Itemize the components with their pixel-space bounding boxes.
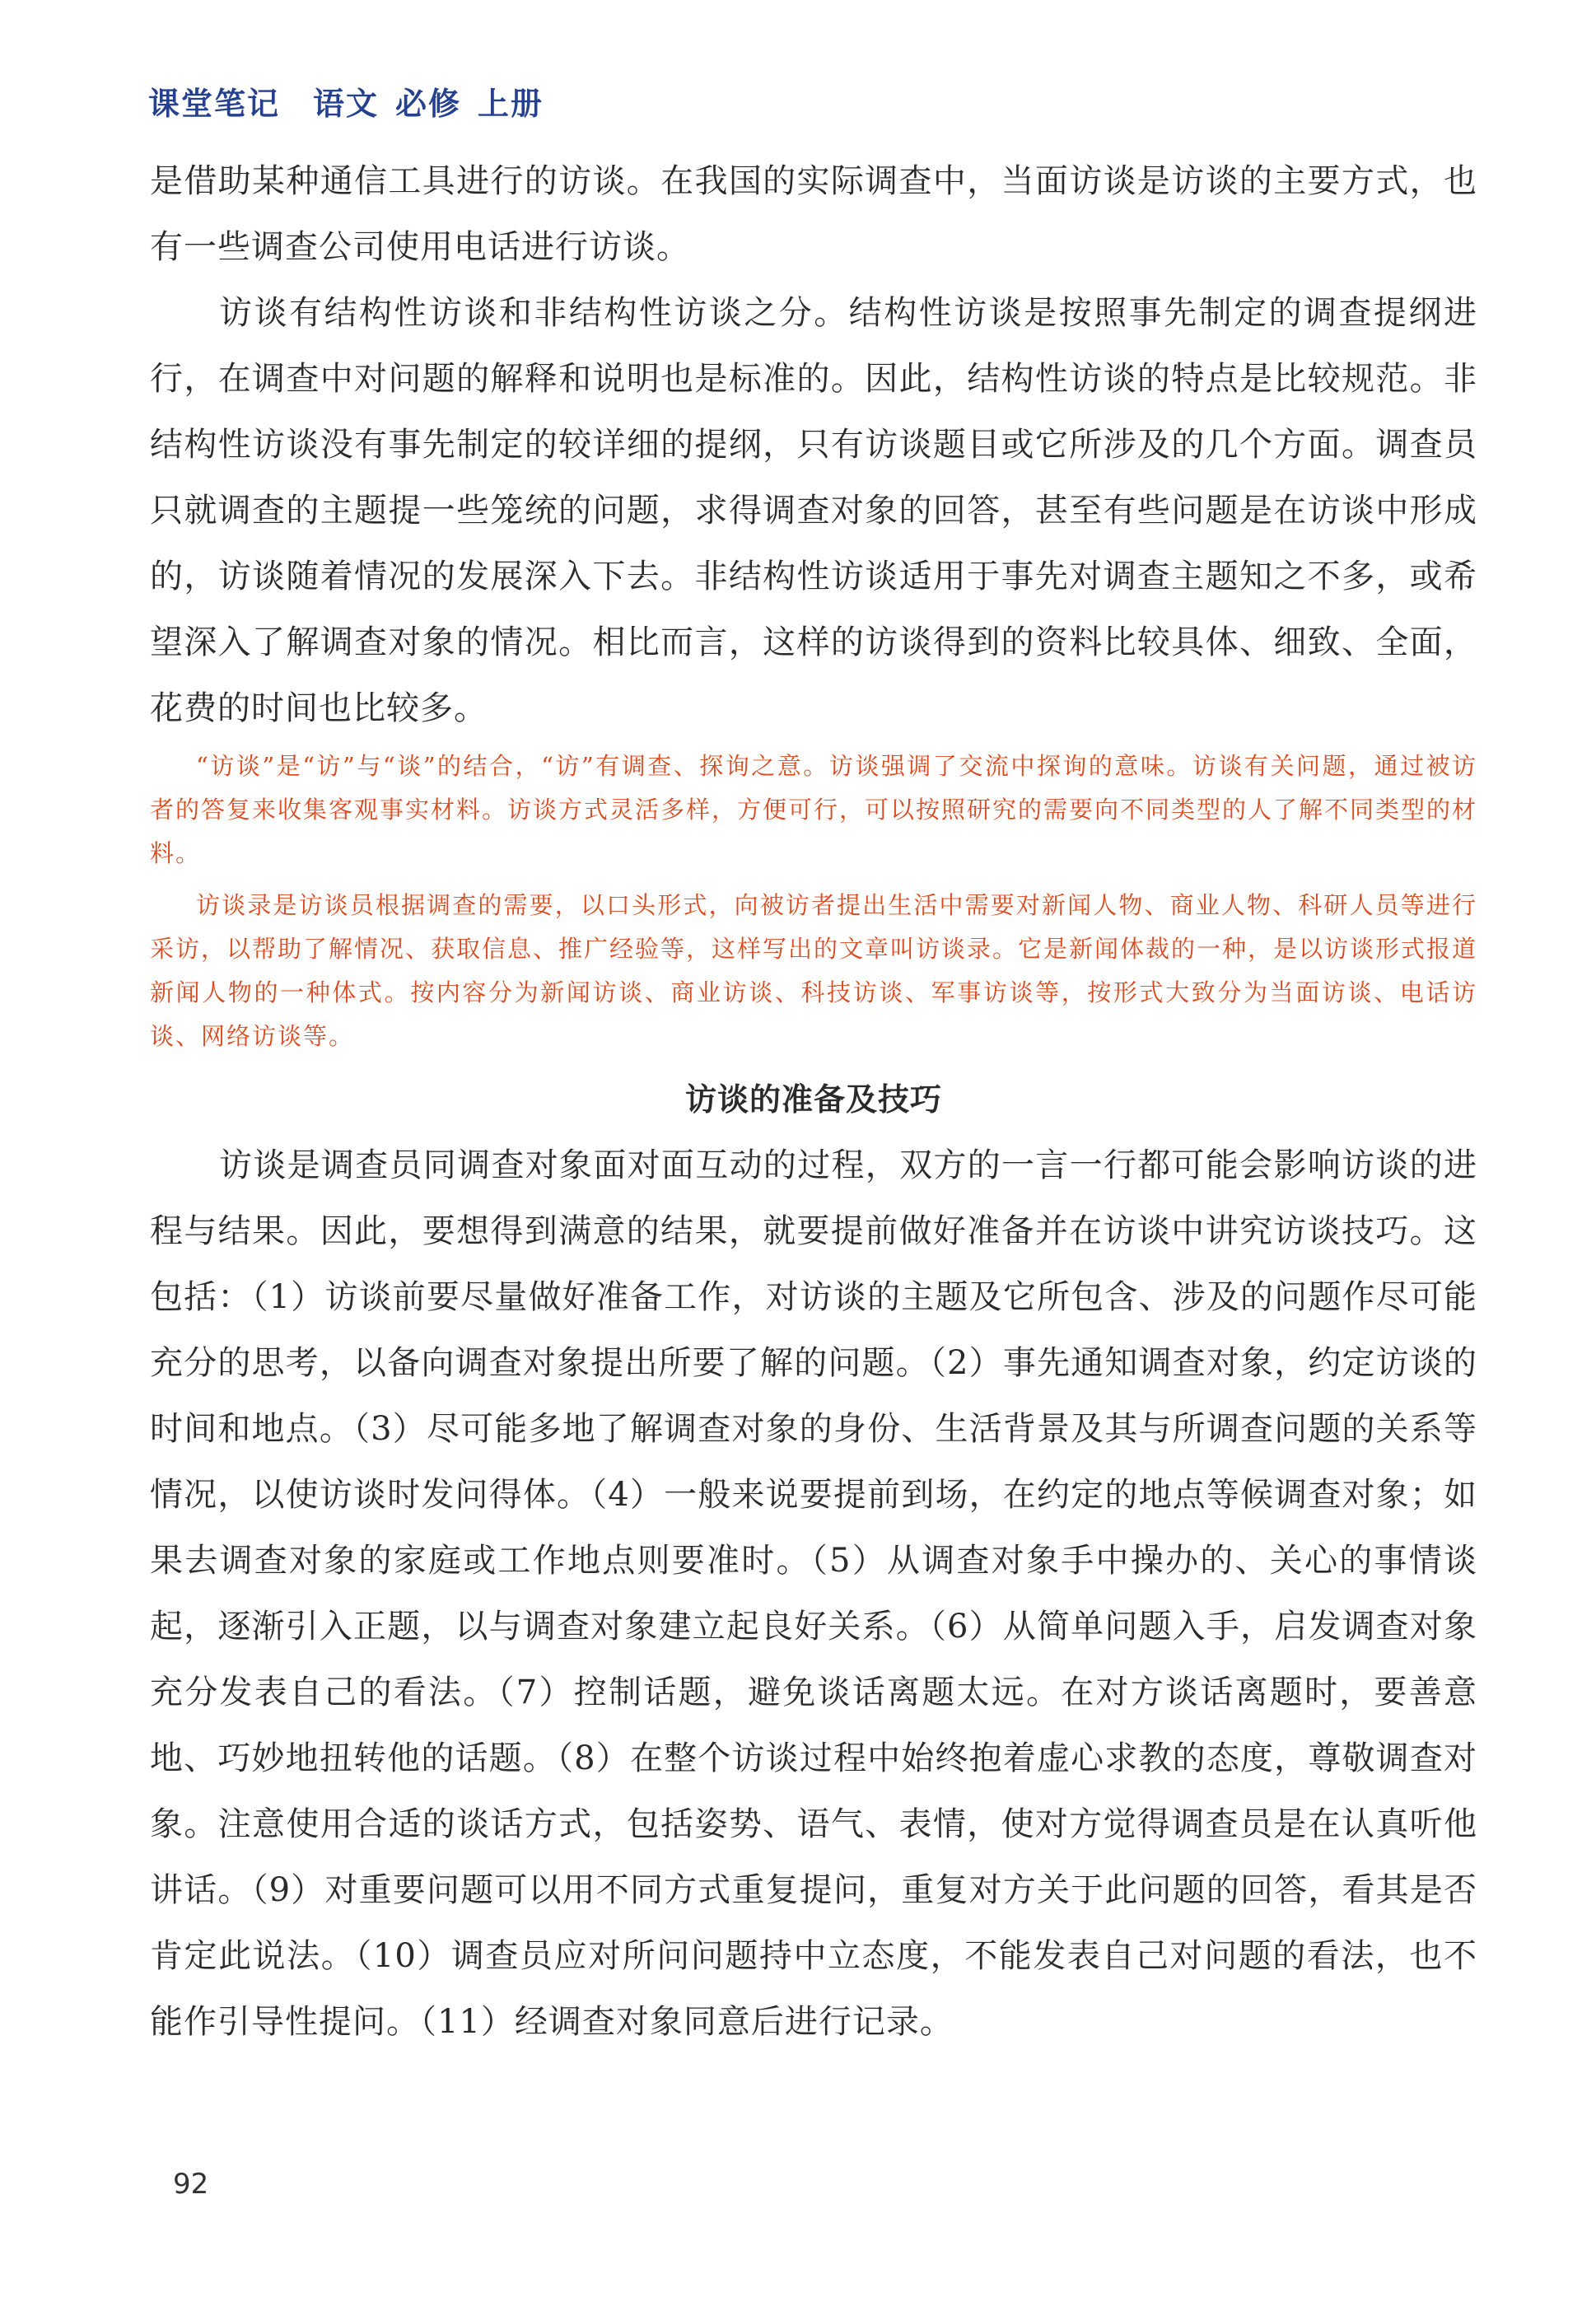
section-title: 访谈的准备及技巧 — [684, 1081, 942, 1118]
header-volume: 必修 — [395, 86, 462, 122]
annotation-interview-record: 访谈录是访谈员根据调查的需要，以口头形式，向被访者提出生活中需要对新闻人物、商业人物、科研人员等进行采访，以帮助了解情况、获取信息、推广经验等，这样写出的文章叫访谈录。它是新闻体裁的一种，是以访谈形式报道新闻人物的一种体式。按内容分为新闻访谈、商业访谈、科技访谈、军事访谈等，按形式大致分为当面访谈、电话访谈、网络访谈等。 — [150, 891, 1478, 1050]
page-number: 92 — [173, 2168, 209, 2201]
annotation-block-1 — [150, 745, 1477, 875]
header-subject: 语文 — [313, 86, 380, 122]
annotation-block-2 — [150, 884, 1477, 1058]
header-subtitle — [313, 78, 544, 124]
paragraph-interview-skills: 访谈是调查员同调查对象面对面互动的过程，双方的一言一行都可能会影响访谈的进程与结果。因此，要想得到满意的结果，就要提前做好准备并在访谈中讲究访谈技巧。这包括：（1）访谈前要尽量做好准备工作，对访谈的主题及它所包含、涉及的问题作尽可能充分的思考，以备向调查对象提出所要了解的问题。（2）事先通知调查对象，约定访谈的时间和地点。（3）尽可能多地了解调查对象的身份、生活背景及其与所调查问题的关系等情况，以使访谈时发问得体。（4）一般来说要提前到场，在约定的地点等候调查对象；如果去调查对象的家庭或工作地点则要准时。（5）从调查对象手中操办的、关心的事情谈起，逐渐引入正题，以与调查对象建立起良好关系。（6）从简单问题入手，启发调查对象充分发表自己的看法。（7）控制话题，避免谈话离题太远。在对方谈话离题时，要善意地、巧妙地扭转他的话题。（8）在整个访谈过程中始终抱着虚心求教的态度，尊敬调查对象。注意使用合适的谈话方式，包括姿势、语气、表情，使对方觉得调查员是在认真听他讲话。（9）对重要问题可以用不同方式重复提问，重复对方关于此问题的回答，看其是否肯定此说法。（10）调查员应对所问问题持中立态度，不能发表自己对问题的看法，也不能作引导性提问。（11）经调查对象同意后进行记录。 — [150, 1146, 1477, 2041]
page-content — [150, 148, 1477, 2055]
running-header — [148, 78, 544, 124]
header-book: 上册 — [478, 86, 544, 122]
header-series: 课堂笔记 — [148, 86, 281, 122]
paragraph-continuation: 是借助某种通信工具进行的访谈。在我国的实际调查中，当面访谈是访谈的主要方式，也有一些调查公司使用电话进行访谈。 — [150, 162, 1477, 266]
annotation-interview-meaning: “访谈”是“访”与“谈”的结合，“访”有调查、探询之意。访谈强调了交流中探询的意味。访谈有关问题，通过被访者的答复来收集客观事实材料。访谈方式灵活多样，方便可行，可以按照研究的需要向不同类型的人了解不同类型的材料。 — [150, 752, 1478, 867]
paragraph-structured-interview: 访谈有结构性访谈和非结构性访谈之分。结构性访谈是按照事先制定的调查提纲进行，在调查中对问题的解释和说明也是标准的。因此，结构性访谈的特点是比较规范。非结构性访谈没有事先制定的较详细的提纲，只有访谈题目或它所涉及的几个方面。调查员只就调查的主题提一些笼统的问题，求得调查对象的回答，甚至有些问题是在访谈中形成的，访谈随着情况的发展深入下去。非结构性访谈适用于事先对调查主题知之不多，或希望深入了解调查对象的情况。相比而言，这样的访谈得到的资料比较具体、细致、全面，花费的时间也比较多。 — [150, 294, 1477, 727]
